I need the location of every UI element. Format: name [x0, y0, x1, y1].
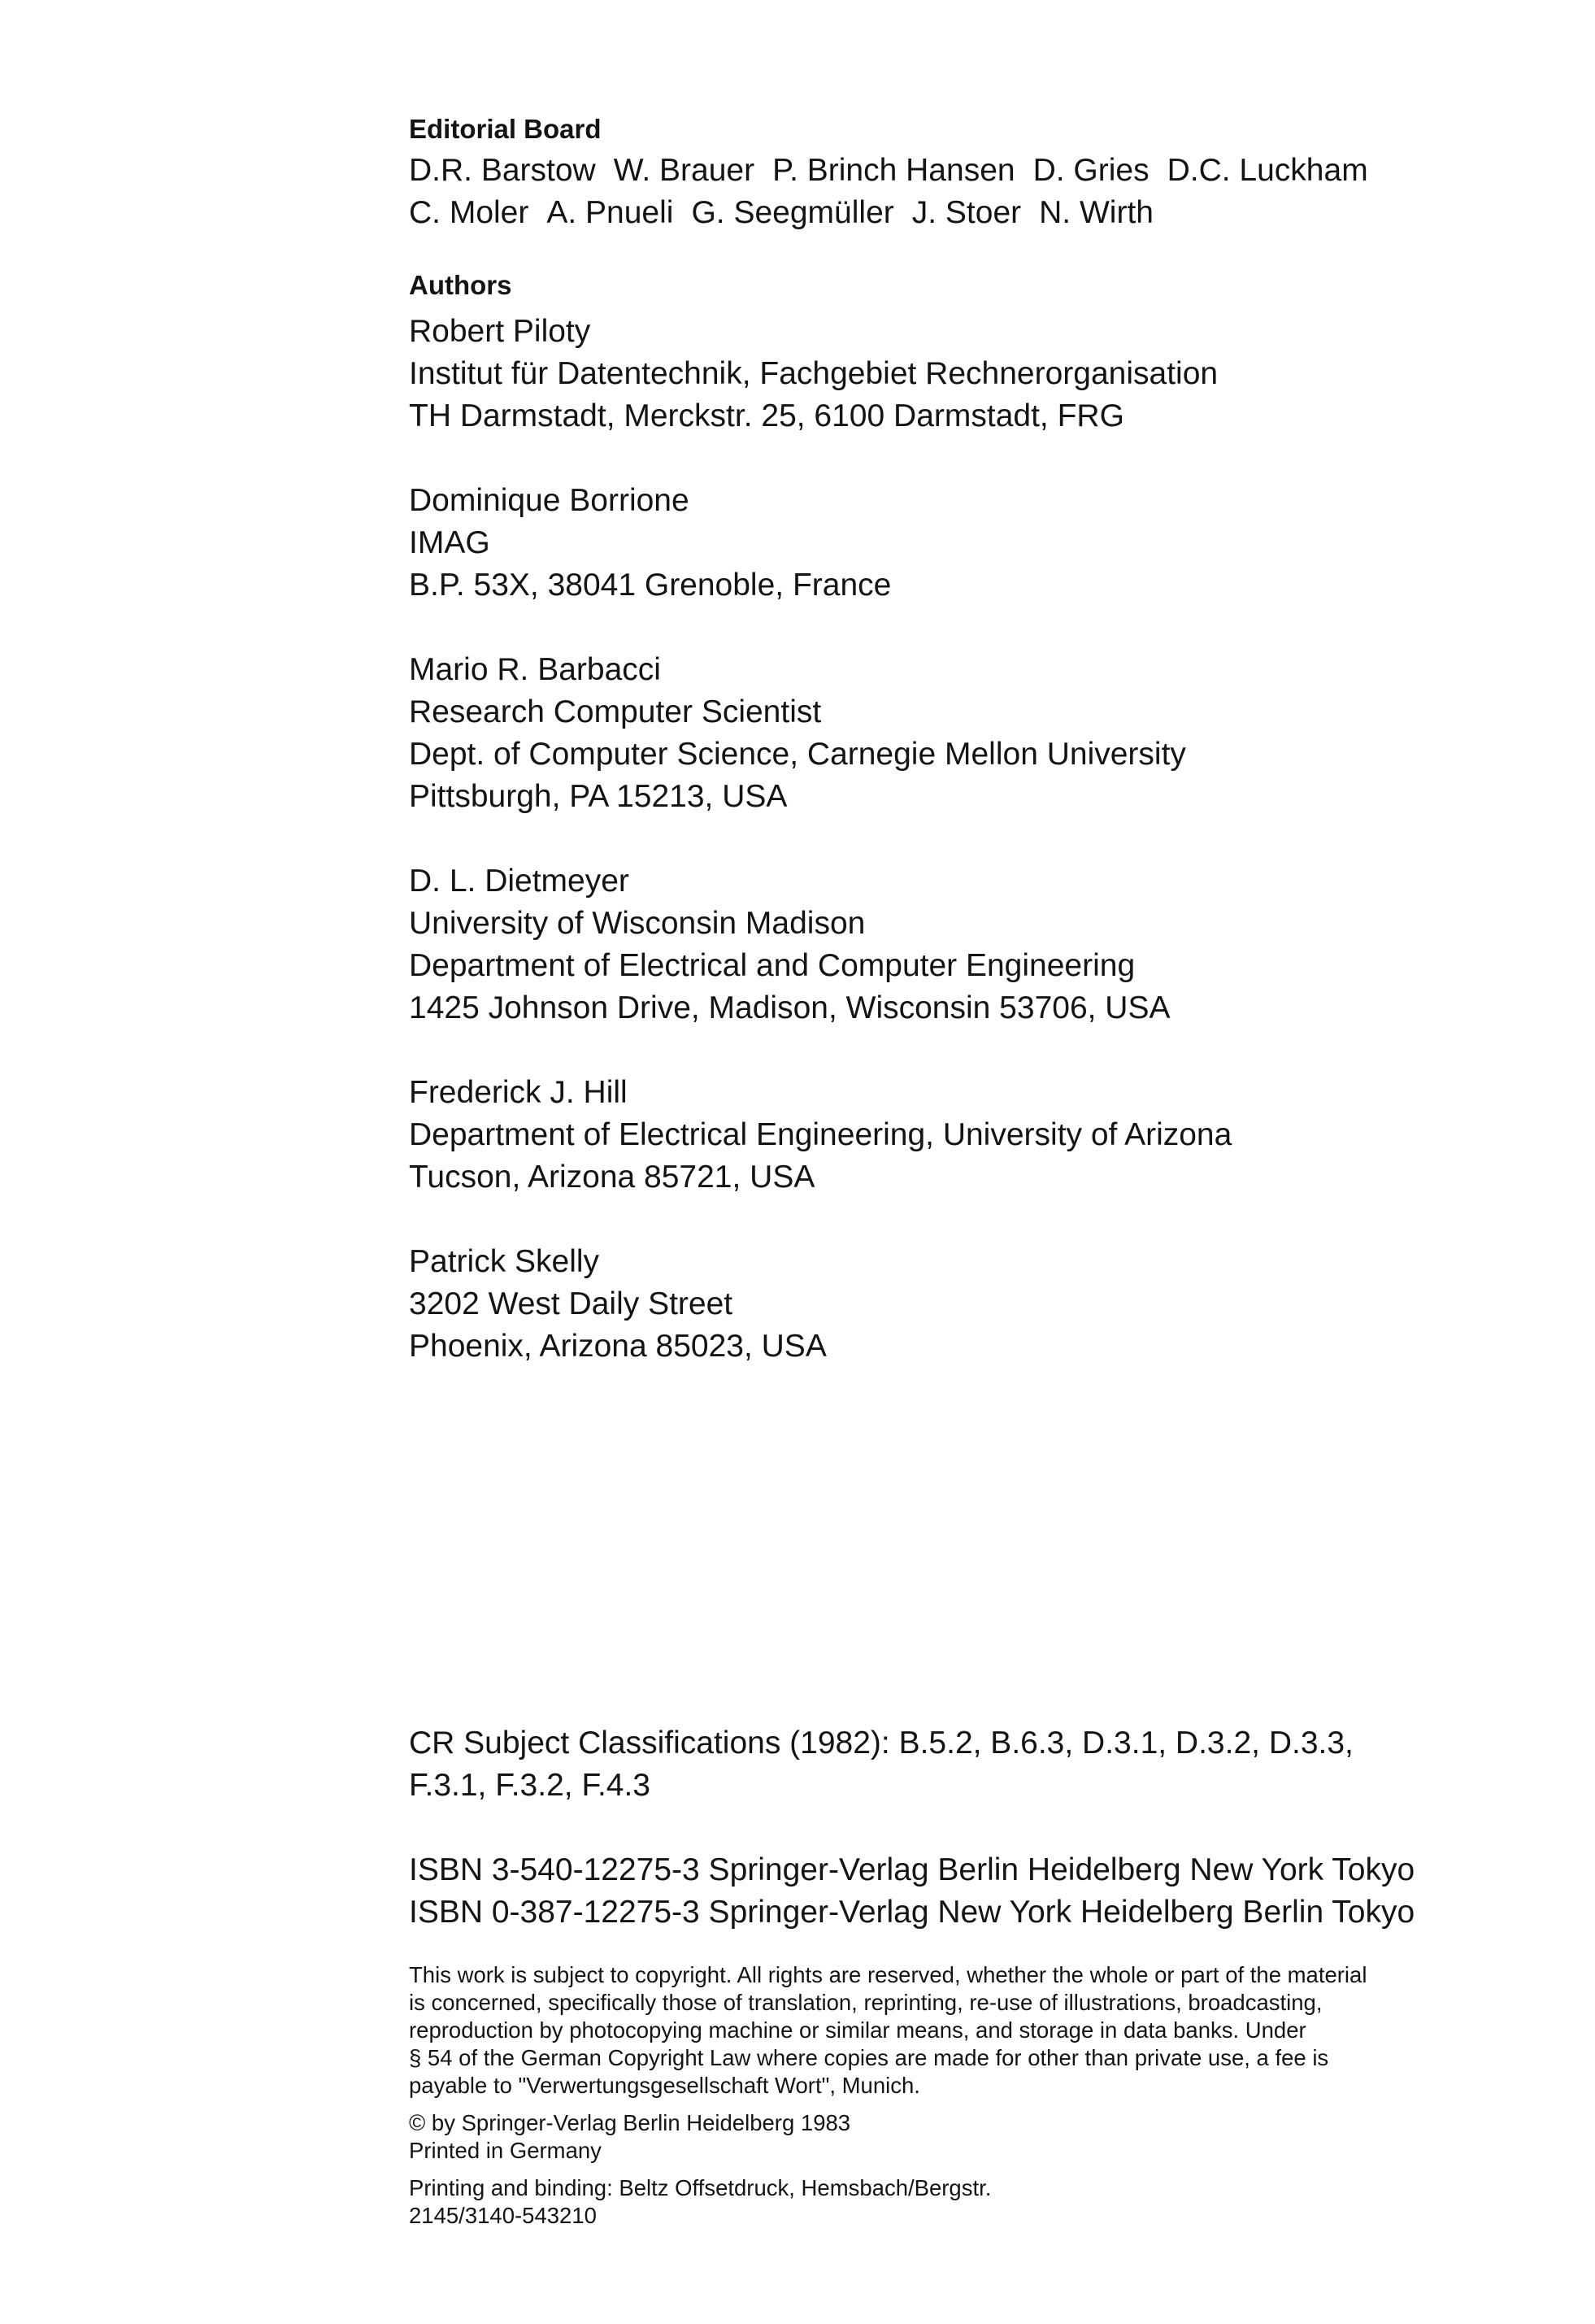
- authors-section: [409, 268, 1482, 1368]
- print-code: 2145/3140-543210: [409, 2203, 597, 2228]
- editorial-board-line-1: [409, 150, 1482, 192]
- classification-line-2: F.3.1, F.3.2, F.4.3: [409, 1768, 650, 1803]
- printed-in: Printed in Germany: [409, 2138, 602, 2163]
- board-member: J. Stoer: [911, 195, 1022, 230]
- author-affiliation: Dept. of Computer Science, Carnegie Mellon University: [409, 737, 1186, 772]
- author-entry: [409, 1072, 1482, 1199]
- author-address: Pittsburgh, PA 15213, USA: [409, 779, 788, 814]
- board-member: D. Gries: [1032, 153, 1150, 188]
- editorial-board-section: [409, 112, 1482, 234]
- authors-heading: Authors: [409, 270, 512, 300]
- author-address: TH Darmstadt, Merckstr. 25, 6100 Darmstadt, FRG: [409, 398, 1124, 433]
- isbn-line-2: ISBN 0-387-12275-3 Springer-Verlag New York Heidelberg Berlin Tokyo: [409, 1895, 1415, 1930]
- board-member: A. Pnueli: [546, 195, 674, 230]
- author-city: Phoenix, Arizona 85023, USA: [409, 1329, 827, 1364]
- author-address: 3202 West Daily Street: [409, 1286, 733, 1321]
- publisher-info: [409, 2109, 1482, 2165]
- author-name: Mario R. Barbacci: [409, 652, 661, 687]
- author-department: Department of Electrical and Computer Engineering: [409, 948, 1136, 983]
- printing-info: [409, 2174, 1482, 2230]
- classification-line-1: CR Subject Classifications (1982): B.5.2, B.6.3, D.3.1, D.3.2, D.3.3,: [409, 1726, 1354, 1760]
- board-member: W. Brauer: [613, 153, 755, 188]
- author-address: B.P. 53X, 38041 Grenoble, France: [409, 568, 892, 603]
- author-entry: [409, 1241, 1482, 1368]
- author-affiliation: Institut für Datentechnik, Fachgebiet Rechnerorganisation: [409, 356, 1219, 391]
- author-entry: [409, 311, 1482, 437]
- copyright-notice-line: payable to "Verwertungsgesellschaft Wort", Munich.: [409, 2073, 920, 2098]
- author-name: Dominique Borrione: [409, 483, 689, 518]
- board-member: P. Brinch Hansen: [772, 153, 1015, 188]
- imprint-page: [409, 112, 1482, 2230]
- classification-section: [409, 1722, 1482, 1807]
- author-address: 1425 Johnson Drive, Madison, Wisconsin 53706, USA: [409, 990, 1171, 1025]
- author-title: Research Computer Scientist: [409, 694, 822, 729]
- publisher-copyright: © by Springer-Verlag Berlin Heidelberg 1983: [409, 2110, 851, 2135]
- author-affiliation: University of Wisconsin Madison: [409, 906, 866, 941]
- copyright-notice-line: is concerned, specifically those of translation, reprinting, re-use of illustrations, broadcasting,: [409, 1990, 1323, 2015]
- board-member: G. Seegmüller: [691, 195, 894, 230]
- author-entry: [409, 480, 1482, 607]
- author-name: Patrick Skelly: [409, 1244, 600, 1279]
- author-name: Robert Piloty: [409, 314, 591, 349]
- copyright-notice-line: § 54 of the German Copyright Law where copies are made for other than private use, a fee is: [409, 2045, 1329, 2070]
- printing-binding: Printing and binding: Beltz Offsetdruck, Hemsbach/Bergstr.: [409, 2175, 992, 2200]
- board-member: C. Moler: [409, 195, 529, 230]
- editorial-board-heading: Editorial Board: [409, 114, 602, 144]
- author-name: D. L. Dietmeyer: [409, 864, 629, 899]
- board-member: D.R. Barstow: [409, 153, 596, 188]
- author-affiliation: IMAG: [409, 525, 490, 560]
- copyright-notice-line: This work is subject to copyright. All rights are reserved, whether the whole or part of the material: [409, 1962, 1367, 1987]
- author-entry: [409, 860, 1482, 1029]
- board-member: D.C. Luckham: [1167, 153, 1368, 188]
- isbn-line-1: ISBN 3-540-12275-3 Springer-Verlag Berlin Heidelberg New York Tokyo: [409, 1852, 1415, 1887]
- isbn-section: [409, 1849, 1482, 1934]
- author-address: Tucson, Arizona 85721, USA: [409, 1160, 815, 1195]
- author-affiliation: Department of Electrical Engineering, University of Arizona: [409, 1117, 1232, 1152]
- author-entry: [409, 649, 1482, 818]
- copyright-notice: [409, 1961, 1482, 2100]
- editorial-board-line-2: [409, 192, 1482, 234]
- board-member: N. Wirth: [1039, 195, 1154, 230]
- author-name: Frederick J. Hill: [409, 1075, 628, 1110]
- copyright-notice-line: reproduction by photocopying machine or similar means, and storage in data banks. Under: [409, 2017, 1306, 2043]
